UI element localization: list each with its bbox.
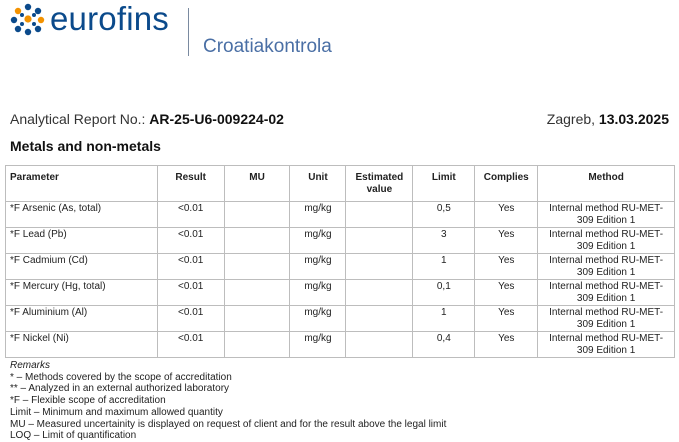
estimated-value-cell — [346, 280, 413, 306]
table-header-row — [6, 166, 675, 202]
eurofins-dots-logo-icon — [10, 2, 46, 36]
column-header: Method — [538, 166, 675, 202]
report-number-label: Analytical Report No.: — [10, 111, 146, 127]
unit-cell: mg/kg — [290, 228, 346, 254]
remark-item: Limit – Minimum and maximum allowed quantity — [10, 406, 223, 418]
result-cell: <0.01 — [157, 280, 224, 306]
logo — [10, 2, 46, 36]
result-cell: <0.01 — [157, 228, 224, 254]
results-table — [5, 165, 675, 358]
remark-item: * – Methods covered by the scope of accreditation — [10, 371, 232, 383]
mu-cell — [224, 280, 290, 306]
limit-cell: 1 — [413, 306, 475, 332]
unit-cell: mg/kg — [290, 254, 346, 280]
parameter-cell: *F Nickel (Ni) — [6, 332, 158, 358]
result-cell: <0.01 — [157, 202, 224, 228]
column-header: MU — [224, 166, 290, 202]
result-cell: <0.01 — [157, 254, 224, 280]
limit-cell: 1 — [413, 254, 475, 280]
section-title: Metals and non-metals — [10, 138, 161, 154]
remarks-section — [10, 360, 446, 442]
unit-cell: mg/kg — [290, 280, 346, 306]
estimated-value-cell — [346, 254, 413, 280]
column-header: Complies — [475, 166, 538, 202]
unit-cell: mg/kg — [290, 306, 346, 332]
estimated-value-cell — [346, 228, 413, 254]
remark-item: MU – Measured uncertainity is displayed on request of client and for the result above the legal limit — [10, 418, 447, 430]
report-city: Zagreb, — [546, 111, 596, 127]
unit-cell: mg/kg — [290, 332, 346, 358]
mu-cell — [224, 306, 290, 332]
method-cell: Internal method RU-MET-309 Edition 1 — [538, 202, 675, 228]
method-cell: Internal method RU-MET-309 Edition 1 — [538, 332, 675, 358]
estimated-value-cell — [346, 332, 413, 358]
method-cell: Internal method RU-MET-309 Edition 1 — [538, 254, 675, 280]
unit-cell: mg/kg — [290, 202, 346, 228]
complies-cell: Yes — [475, 228, 538, 254]
table-row — [6, 254, 675, 280]
parameter-cell: *F Arsenic (As, total) — [6, 202, 158, 228]
remark-item: LOQ – Limit of quantification — [10, 430, 137, 442]
remarks-title: Remarks — [10, 360, 51, 371]
brand-name: eurofins — [50, 0, 170, 37]
mu-cell — [224, 254, 290, 280]
header-divider — [188, 8, 189, 56]
report-date-line — [547, 111, 669, 127]
table-row — [6, 228, 675, 254]
result-cell: <0.01 — [157, 332, 224, 358]
estimated-value-cell — [346, 202, 413, 228]
sub-brand-name: Croatiakontrola — [203, 36, 332, 57]
method-cell: Internal method RU-MET-309 Edition 1 — [538, 280, 675, 306]
limit-cell: 3 — [413, 228, 475, 254]
table-row — [6, 306, 675, 332]
parameter-cell: *F Lead (Pb) — [6, 228, 158, 254]
mu-cell — [224, 228, 290, 254]
column-header: Unit — [290, 166, 346, 202]
result-cell: <0.01 — [157, 306, 224, 332]
parameter-cell: *F Cadmium (Cd) — [6, 254, 158, 280]
complies-cell: Yes — [475, 280, 538, 306]
column-header: Result — [157, 166, 224, 202]
table-row — [6, 280, 675, 306]
method-cell: Internal method RU-MET-309 Edition 1 — [538, 228, 675, 254]
column-header: Estimated value — [346, 166, 413, 202]
table-row — [6, 202, 675, 228]
estimated-value-cell — [346, 306, 413, 332]
report-number: AR-25-U6-009224-02 — [149, 111, 284, 127]
report-date: 13.03.2025 — [598, 111, 669, 127]
complies-cell: Yes — [475, 332, 538, 358]
report-number-line — [10, 111, 284, 127]
complies-cell: Yes — [475, 202, 538, 228]
method-cell: Internal method RU-MET-309 Edition 1 — [538, 306, 675, 332]
complies-cell: Yes — [475, 306, 538, 332]
table-row — [6, 332, 675, 358]
parameter-cell: *F Mercury (Hg, total) — [6, 280, 158, 306]
limit-cell: 0,5 — [413, 202, 475, 228]
remark-item: *F – Flexible scope of accreditation — [10, 395, 166, 407]
column-header: Limit — [413, 166, 475, 202]
complies-cell: Yes — [475, 254, 538, 280]
limit-cell: 0,1 — [413, 280, 475, 306]
mu-cell — [224, 332, 290, 358]
column-header: Parameter — [6, 166, 158, 202]
limit-cell: 0,4 — [413, 332, 475, 358]
parameter-cell: *F Aluminium (Al) — [6, 306, 158, 332]
remark-item: ** – Analyzed in an external authorized laboratory — [10, 383, 230, 395]
mu-cell — [224, 202, 290, 228]
